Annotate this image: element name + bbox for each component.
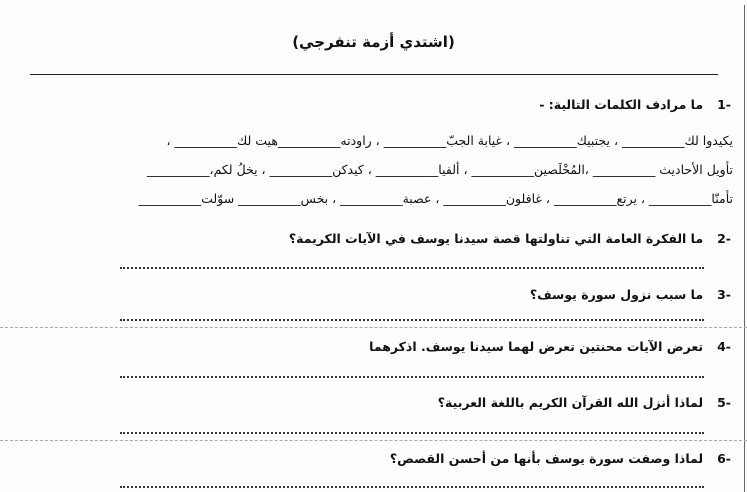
section-separator — [0, 440, 747, 441]
question-3-text: ما سبب نزول سورة يوسف؟ — [529, 287, 704, 302]
question-5-text: لماذا أنزل الله القرآن الكريم باللغة العربية؟ — [437, 395, 704, 410]
question-2-number: -2 — [717, 231, 731, 246]
question-1 — [539, 97, 731, 112]
question-6 — [390, 451, 731, 466]
answer-line-6[interactable] — [120, 486, 704, 488]
section-separator — [0, 327, 747, 328]
answer-line-5[interactable] — [120, 432, 704, 434]
answer-line-4[interactable] — [120, 376, 704, 378]
vocab-row-2: تأويل الأحاديث __________ ،المُخْلَصين__________ ، ألفيا__________ ، كيدكن__________ ، يخلُ لكم،__________ — [147, 162, 733, 177]
question-4-number: -4 — [717, 339, 731, 354]
question-5 — [438, 395, 731, 410]
title-divider — [30, 74, 718, 75]
question-4-text: تعرض الآيات محنتين تعرض لهما سيدنا يوسف. اذكرهما — [369, 339, 704, 354]
question-3 — [530, 287, 731, 302]
page-edge-line — [744, 5, 745, 492]
question-5-number: -5 — [717, 395, 731, 410]
answer-line-2[interactable] — [120, 267, 704, 269]
answer-line-3[interactable] — [120, 319, 704, 321]
question-4 — [369, 339, 731, 354]
vocab-row-1: يكيدوا لك__________ ، يجتبيك__________ ، غيابة الجبّ__________ ، راودته__________هيت لك__________ ، — [166, 133, 733, 148]
question-6-text: لماذا وصفت سورة يوسف بأنها من أحسن القصص؟ — [389, 451, 704, 466]
question-1-number: -1 — [717, 97, 731, 112]
question-2 — [289, 231, 731, 246]
question-2-text: ما الفكرة العامة التي تناولتها قصة سيدنا يوسف في الآيات الكريمة؟ — [288, 231, 704, 246]
question-6-number: -6 — [717, 451, 731, 466]
page-title: (اشتدي أزمة تنفرجي) — [292, 33, 455, 51]
question-3-number: -3 — [717, 287, 731, 302]
question-1-text: ما مرادف الكلمات التالية: - — [539, 97, 704, 112]
vocab-row-3: تأمنّا__________ ، يرتع__________ ، غافلون__________ ، عصبة__________ ، بخس__________ سوّلت__________ — [138, 191, 733, 206]
